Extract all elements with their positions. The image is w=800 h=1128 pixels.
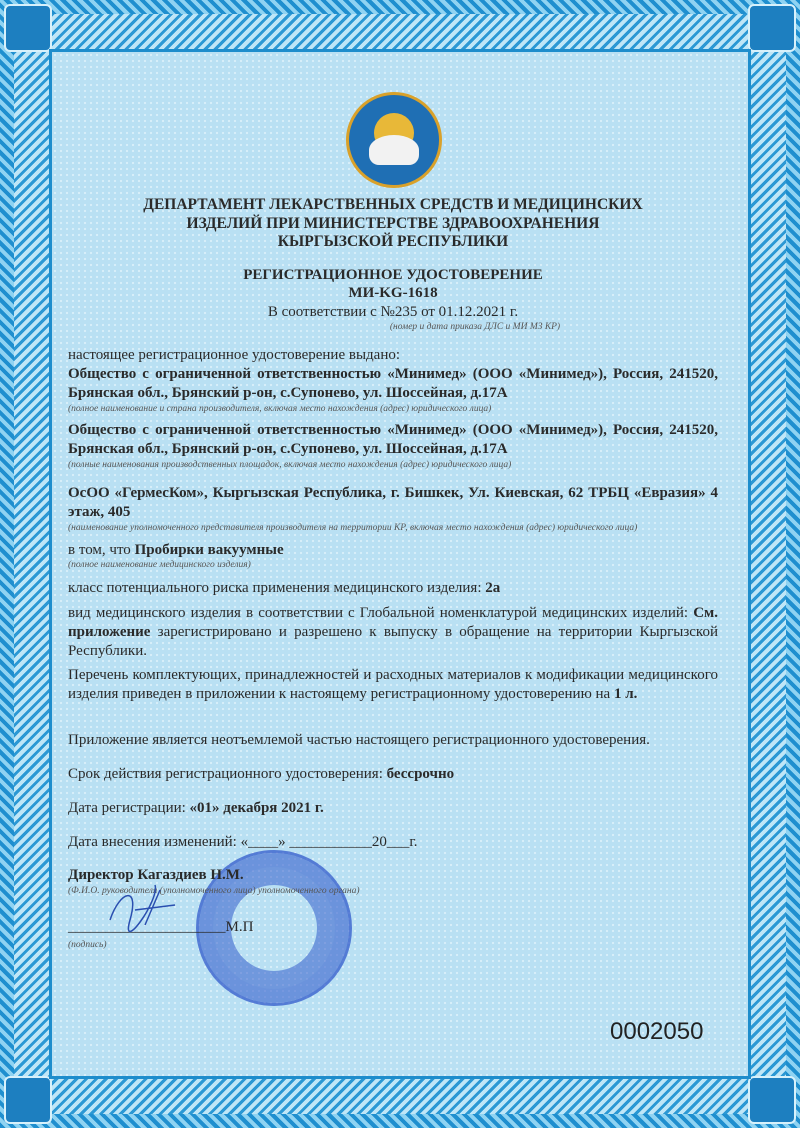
issuing-authority xyxy=(68,196,718,252)
signature-note: (подпись) xyxy=(68,940,107,950)
device-name-line xyxy=(68,541,718,560)
document-title: РЕГИСТРАЦИОННОЕ УДОСТОВЕРЕНИЕ xyxy=(243,267,543,283)
production-sites-note: (полные наименования производственных площадок, включая место нахождения (адрес) юридического лица) xyxy=(68,460,512,470)
device-kind xyxy=(68,604,718,661)
change-date: Дата внесения изменений: «____» ___________20___г. xyxy=(68,834,418,850)
representative-note: (наименование уполномоченного представителя производителя на территории КР, включая место нахождения (адрес) юридического лица) xyxy=(68,523,638,533)
authority-line: КЫРГЫЗСКОЙ РЕСПУБЛИКИ xyxy=(277,233,509,250)
device-note: (полное наименование медицинского изделия) xyxy=(68,560,251,570)
production-sites: Общество с ограниченной ответственностью «Минимед» (ООО «Минимед»), Россия, 241520, Брянская обл., Брянский р-он, с.Супонево, ул. Шоссейная, д.17А xyxy=(68,422,718,457)
validity xyxy=(68,765,718,784)
handwritten-signature-icon xyxy=(100,880,180,940)
corner-ornament-icon xyxy=(748,1076,796,1124)
serial-number: 0002050 xyxy=(610,1018,704,1045)
kind-text: вид медицинского изделия в соответствии с Глобальной номенклатурой медицинских изделий: xyxy=(68,605,694,621)
manufacturer: Общество с ограниченной ответственностью «Минимед» (ООО «Минимед»), Россия, 241520, Брянская обл., Брянский р-он, с.Супонево, ул. Шоссейная, д.17А xyxy=(68,366,718,401)
validity-label: Срок действия регистрационного удостоверения: xyxy=(68,766,387,782)
director-name: Директор Кагаздиев Н.М. xyxy=(68,867,244,883)
certificate-number: МИ-KG-1618 xyxy=(348,285,438,301)
corner-ornament-icon xyxy=(748,4,796,52)
corner-ornament-icon xyxy=(4,4,52,52)
components-list xyxy=(68,666,718,704)
director-note: (Ф.И.О. руководителя (уполномоченного лица) уполномоченного органа) xyxy=(68,886,360,896)
registration-date-value: «01» декабря 2021 г. xyxy=(189,800,324,816)
authority-line: ДЕПАРТАМЕНТ ЛЕКАРСТВЕННЫХ СРЕДСТВ И МЕДИЦИНСКИХ xyxy=(143,196,643,213)
kind-text: зарегистрировано и разрешено к выпуску в обращение на территории Кыргызской Республики. xyxy=(68,624,718,659)
corner-ornament-icon xyxy=(4,1076,52,1124)
issued-to-label: настоящее регистрационное удостоверение выдано: xyxy=(68,347,401,363)
kind-reference: См. приложение xyxy=(68,605,718,640)
seal-place-label: М.П xyxy=(225,919,254,935)
authority-line: ИЗДЕЛИЙ ПРИ МИНИСТЕРСТВЕ ЗДРАВООХРАНЕНИЯ xyxy=(186,214,600,232)
authorized-representative: ОсОО «ГермесКом», Кыргызская Республика, г. Бишкек, Ул. Киевская, 62 ТРБЦ «Евразия» 4 этаж, 405 xyxy=(68,485,718,520)
risk-class xyxy=(68,579,718,598)
components-text: Перечень комплектующих, принадлежностей и расходных материалов к модификации медицинского изделия приведен в приложении к настоящему регистрационному удостоверению на xyxy=(68,667,718,702)
manufacturer-note: (полное наименование и страна производителя, включая место нахождения (адрес) юридического лица) xyxy=(68,404,492,414)
risk-class-value: 2а xyxy=(485,580,501,596)
validity-value: бессрочно xyxy=(386,766,455,782)
state-emblem-icon xyxy=(346,92,442,188)
signature-blank: _____________________ xyxy=(68,919,226,935)
appendix-statement: Приложение является неотъемлемой частью настоящего регистрационного удостоверения. xyxy=(68,732,650,748)
device-prefix: в том, что xyxy=(68,542,135,558)
order-note: (номер и дата приказа ДЛС и МИ МЗ КР) xyxy=(389,322,561,332)
risk-class-label: класс потенциального риска применения медицинского изделия: xyxy=(68,580,486,596)
device-name: Пробирки вакуумные xyxy=(134,542,284,558)
registration-date-label: Дата регистрации: xyxy=(68,800,190,816)
registration-date xyxy=(68,799,718,818)
order-reference: В соответствии с №235 от 01.12.2021 г. xyxy=(267,304,519,320)
appendix-pages: 1 л. xyxy=(613,686,638,702)
